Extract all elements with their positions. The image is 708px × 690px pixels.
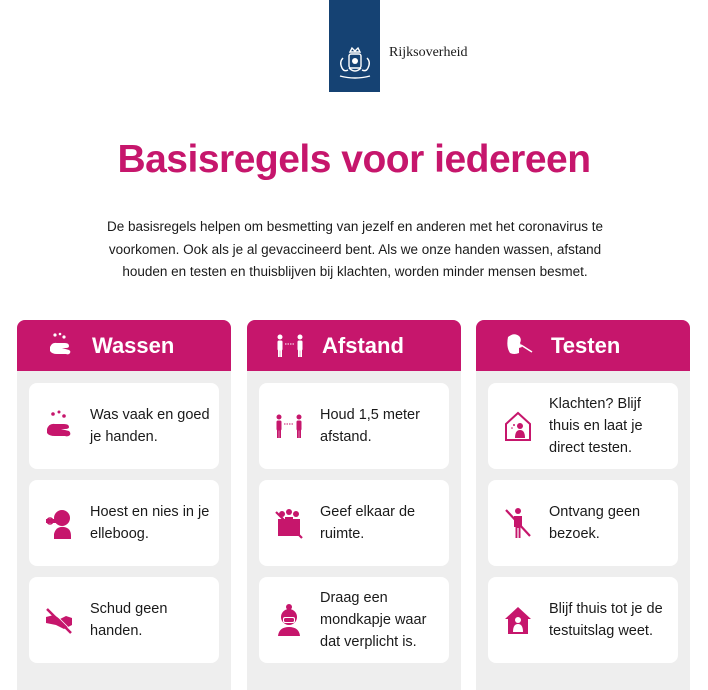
nose-swab-icon xyxy=(504,331,534,361)
rule-card xyxy=(488,577,678,663)
rule-card xyxy=(488,480,678,566)
column-title: Afstand xyxy=(322,332,404,358)
rule-text: Blijf thuis tot je de testuitslag weet. xyxy=(549,601,663,639)
page-title: Basisregels voor iedereen xyxy=(117,138,591,181)
sick-at-home-icon xyxy=(502,406,534,446)
stay-home-icon xyxy=(502,600,534,640)
distance-icon xyxy=(275,331,305,361)
rule-text: Schud geen handen. xyxy=(90,601,168,639)
rule-text: Draag een mondkapje waar dat verplicht is. xyxy=(320,590,427,650)
no-visitors-icon xyxy=(502,503,534,543)
coat-of-arms-icon xyxy=(335,46,375,82)
rule-card xyxy=(29,577,219,663)
crowd-icon xyxy=(273,503,305,543)
hand-wash-icon xyxy=(43,406,75,446)
intro-text: De basisregels helpen om besmetting van jezelf en anderen met het coronavirus te voorkomen. Ook als je al gevaccineerd bent. Als we onze handen wassen, afstand houden en testen en thuisblijven bij klachten, worden minder mensen besmet. xyxy=(106,219,604,279)
rule-card xyxy=(488,383,678,469)
no-handshake-icon xyxy=(43,600,75,640)
rule-card xyxy=(259,577,449,663)
sneeze-elbow-icon xyxy=(43,503,75,543)
column-afstand xyxy=(247,320,461,690)
column-testen xyxy=(476,320,690,690)
rijksoverheid-logo xyxy=(329,0,380,92)
column-header-afstand xyxy=(247,320,461,371)
rule-text: Ontvang geen bezoek. xyxy=(549,504,641,542)
rule-card xyxy=(259,383,449,469)
rule-text: Was vaak en goed je handen. xyxy=(90,407,210,445)
face-mask-icon xyxy=(273,600,305,640)
column-header-wassen xyxy=(17,320,231,371)
column-title: Testen xyxy=(551,332,621,358)
rule-text: Houd 1,5 meter afstand. xyxy=(320,407,420,445)
rule-card xyxy=(259,480,449,566)
distance-icon xyxy=(273,406,305,446)
column-title: Wassen xyxy=(92,332,175,358)
rule-text: Hoest en nies in je elleboog. xyxy=(90,504,210,542)
rule-card xyxy=(29,480,219,566)
rule-text: Geef elkaar de ruimte. xyxy=(320,504,416,542)
logo-text: Rijksoverheid xyxy=(389,45,468,60)
column-wassen xyxy=(17,320,231,690)
hand-wash-icon xyxy=(45,331,75,361)
rule-text: Klachten? Blijf thuis en laat je direct testen. xyxy=(549,396,643,456)
rule-card xyxy=(29,383,219,469)
column-header-testen xyxy=(476,320,690,371)
